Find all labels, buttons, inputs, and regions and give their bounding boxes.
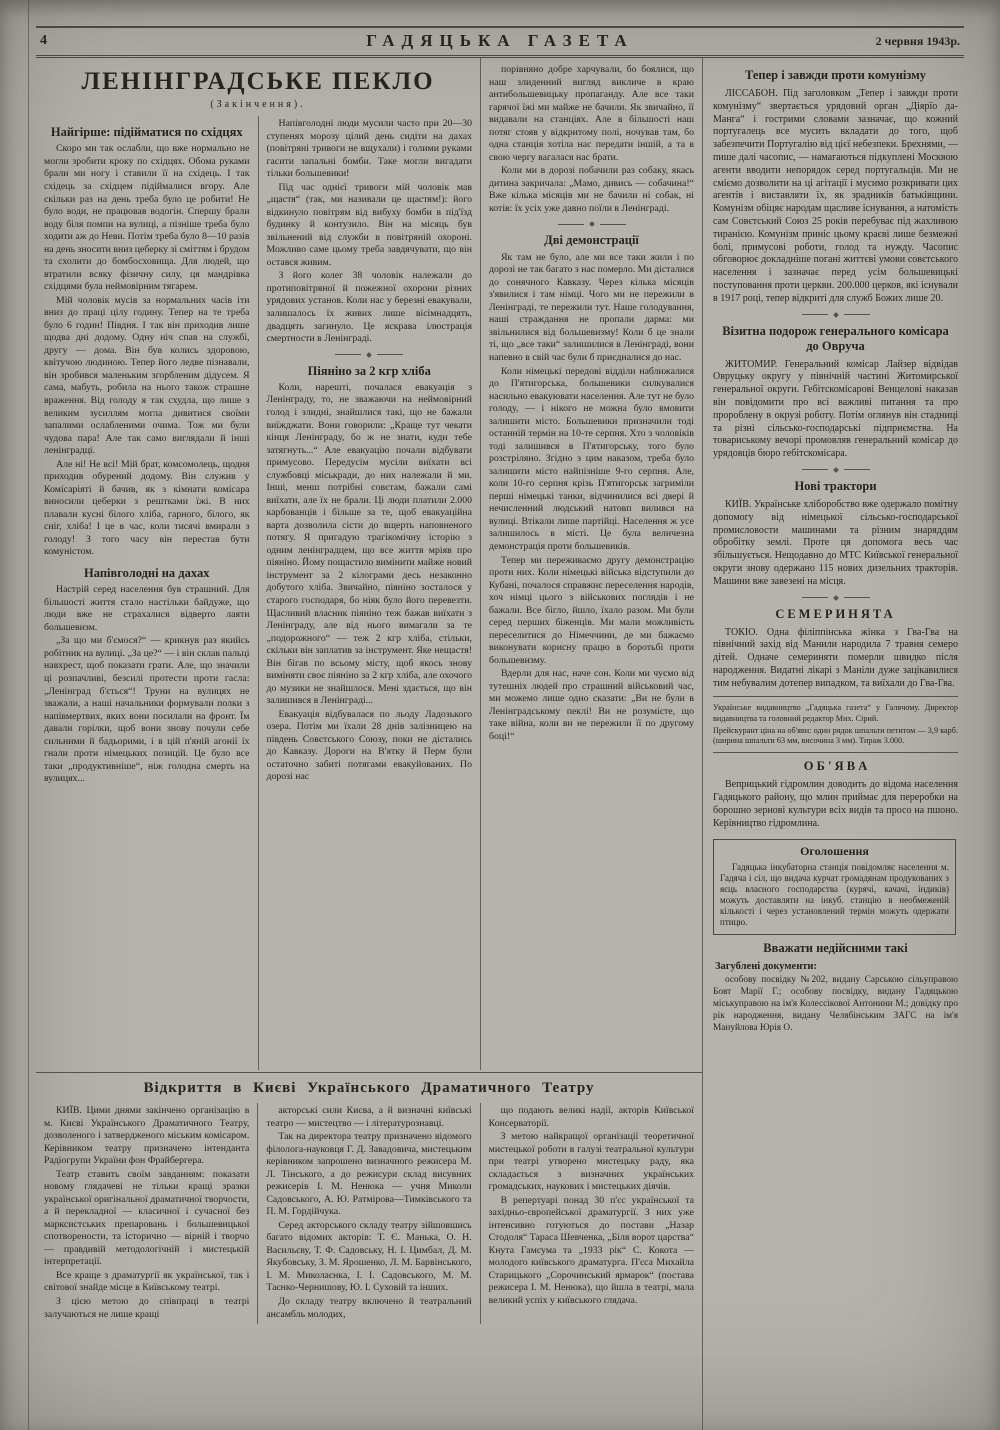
article-text [713, 627, 958, 691]
section-heading-roofs: Напівголодні на дахах [84, 565, 210, 580]
paragraph: КИЇВ. Українське хліборобство вже одержало помітну допомогу від німецької сільсько-господарської промисловости машинами та різним знаряддям обробітку землі. Проте ця допомога весь час збільшується. Нещодавно до МТС Київської генеральної округи знову одержано 115 нових дизельних тракторів. Машини вже завезені на місця. [713, 498, 958, 587]
lost-documents-heading: Вважати недійсними такі [763, 941, 908, 956]
paragraph: акторські сили Києва, а й визначні київські театро — мистецтво — і літературознавці. [266, 1105, 472, 1129]
page-content [0, 58, 1000, 1430]
paragraph: Під час однієї тривоги мій чоловік мав „щастя“ (так, ми називали це щастям!): його відкинуло повітрям від вибуху бомби в під'їзд будинку й контузило. Він на місяць був звільнений від служби в повітряній охороні. Можливо саме цьому треба завдячувати, що він остався живим. [266, 181, 472, 268]
paragraph: ЛІССАБОН. Під заголовком „Тепер і завжди проти комунізму“ звертається урядовий орган „Діярїо да-Манга“ і гострими словами зазначає, що кожний португалець все мусить вкладати до того, щоб забезпечити Португалію від цієї небезпеки. Брехнями, — пише далі часопис, — намагаються підкуплені Москвою агенти вводити непорядок серед португальців. Ми не сміємо дозволити на ці агітації і мусимо розкривати цих агентів і виставляти їх, як зрадників батьківщини. Комунізм обіцяє народам щасливе існування, а натомість сам Совєтський Союз 25 років перебуває під жахливою тиранією. Комунізм приніс цьому краєві лише безмежні болі, примусові роботи, голод та нужду. Часопис обговорює докладніше погані життєві умови совєтського населення і зазначає перед усім большевицькі поступовання проти церкви. 200.000 церков, які існували в 1917 році, тепер відкриті для служб Божих лише 20. [713, 88, 958, 304]
article-text [713, 499, 958, 589]
horizontal-rule [713, 696, 958, 697]
leningrad-header [36, 58, 480, 116]
section-divider [713, 468, 958, 472]
paragraph: З його колег 38 чоловік належали до протиповітряної й пожежної охорони різних урядових установ. Коли нас у березні евакували, залишалось їх живих лише вісімнадцять, двадцять загинуло. Це яскрава ілюстрація смертности в Ленінграді. [266, 270, 472, 345]
boxed-notice-heading: Оголошення [800, 843, 869, 858]
issue-date: 2 червня 1943р. [875, 33, 960, 48]
paragraph: Все краще з драматургії як української, так і світової знайде місце в Київському театрі. [44, 1269, 250, 1294]
paragraph: Коли німецькі передові відділи наближалися до П'ятигорська, большевики силкувалися насильно евакуювати населення. Але тут не було голоду, — і нікого не можна було вмовити залишити місто. Большевики призначили тоді останній термін на 10-те серпня. Хто з чоловіків тоді залишився в П'ятигорську, того було розстріляно. Згідно з цим наказом, треба було залишити місто найпізніше 9-го серпня. Але, коли 10-го серпня крізь П'ятигорськ загриміли перші німецькі танки, відчинилися всі двері й нечисленний людський натовп вилився на вулиці. Втікали лише партійці. Населення ж усе залишилось в місті. Це була величезна демонстрація проти большевиків. [489, 365, 694, 552]
column-1 [36, 116, 258, 1070]
column-4 [702, 58, 960, 1430]
paragraph: Але ні! Не всі! Мій брат, комсомолець, щодня приходив обурений додому. Він служив у Комісаріяті й бачив, як з кімнати комісара виносили цеберки з рештками їжі. В них плавали кусні білого хліба, гарного, білого, як сніг, хліба! І це в час, коли тисячі вмирали з голоду! З того часу він перестав бути комуністом. [44, 458, 250, 558]
page-number: 4 [40, 33, 47, 48]
announcement-mill [713, 759, 958, 830]
section-text [44, 143, 250, 559]
section-text [44, 584, 250, 786]
announcement-text [713, 779, 958, 830]
paragraph: Вдерли для нас, наче сон. Коли ми чуємо від тутешніх людей про страшний військовий час, ми можемо лише одно сказати: „Ви не були в Ленінградському пеклі! Ви не розумієте, що таке війна, коли ви не пережили її по другому боці!“ [489, 668, 694, 742]
boxed-notice-text [720, 862, 949, 928]
section-divider [267, 353, 473, 357]
article-heading: Нові трактори [794, 478, 877, 493]
imprint-line: Українське видавництво „Гадяцька газета“ у Галячому. Директор видавництва та головний редактор Мих. Сірий. [713, 703, 958, 723]
section-divider [713, 596, 958, 600]
article-new-tractors [713, 479, 958, 589]
section-heading-piano: Піяніно за 2 кгр хліба [307, 363, 431, 378]
article-text [713, 88, 958, 306]
theater-column-2 [257, 1103, 479, 1324]
section-text [267, 118, 473, 346]
masthead [36, 26, 964, 58]
theater-headline: Відкриття в Києві Українського Драматичного Театру [143, 1080, 595, 1096]
lost-documents-subheading: Загублені документи: [715, 961, 817, 973]
paragraph: що подають великі надії, акторів Київської Консерваторії. [488, 1105, 694, 1129]
paragraph: порівняно добре харчували, бо боялися, що наш злиденний вигляд викличе в краю антибольшевицьку пропаганду. Але все таки гарячої їжі ми майже не бачили. Як звичайно, її видавали на станціях. Але в більшості наш потяг стояв у відкритому полі, ночував там, бо одна станція хотіла нас передати іншій, а та в свою чергу вагалася нас брати. [489, 64, 694, 163]
paragraph: В репертуарі понад 30 п'єс української та західньо-європейської драматургії. З них уже інтенсивно готуються до постави „Назар Стодоля“ Тараса Шевченка, „Біля ворот царства“ Кнута Гамсума та „1933 рік“ С. Кокота — молодого київського драматурга. П'єса Михайла Старицького „Сорочинський ярмарок“ (постава режисера І. М. Ненюка), що йшла в театрі, мала великий успіх у київського глядача. [488, 1194, 694, 1306]
divider-diamond-icon [833, 467, 839, 473]
paragraph: Напівголодні люди мусили часто при 20—30 ступенях морозу цілий день сидіти на дахах (повітряні тривоги не вщухали) і голими руками гасити запальні бомби. Таке могли вигадати тільки большевики! [266, 118, 472, 180]
article-theater [36, 1072, 702, 1428]
paragraph: ТОКІО. Одна філіппінська жінка з Гва-Гва на північний захід від Манили народила 7 травня семеро дітей. Одначе семериняти померли швидко після народження. Видатні лікарі з Маніли дуже зацікавилися тим небувалим дотепер випадком, та виїхали до Гва-Гва. [713, 626, 958, 689]
divider-diamond-icon [833, 312, 839, 318]
left-zone [36, 58, 702, 1430]
lost-documents-notice [713, 941, 958, 1034]
paragraph: Серед акторського складу театру зійшовшись багато відомих акторів: Т. Є. Манька, О. Н. Васильєву, Т. Ф. Садовську, Н. І. Цимбал, Д. М. Якубовську, З. М. Ярошенко, Л. М. Барвінського, І. М. Миколаєнка, І. І. Садовського, М. М. Таєнко-Чернишову, Ю. І. Суховій та інших. [266, 1219, 472, 1294]
paragraph: Коли, нарешті, почалася евакуація з Ленінграду, то, не зважаючи на неймовірний голод і злидні, знайшлися такі, що не бажали виїжджати. Вони говорили: „Краще тут чекати кінця Ленінграду, бо ж не знати, куди тебе затягнуть...“ Але евакуацію почали відбувати примусово. Передусім мусіли виїхати всі службовці міськради, до них належали й ми. Інші, менш потрібні совєтам, бажали самі виїхати, але їх не брали. Ці люди платили 2.000 карбованців і більше за те, щоб евакуаційна варта дозволила сісти до вщерть наповненого потягу. Я пригадую трагікомічну історію з одним ленінградцем, що все життя мріяв про піяніно. Йому пощастило вимінити майже новий інструмент за 2 кілограми десь незаконно добутого хліба. Звичайно, піяніно зосталося у старого господаря, бо ніяк було його перевезти. Щасливий власник піяніно теж бажав виїхати з Ленінграду, але від нього вимагали за те „подорожного“ — теж 2 кгр хліба, стільки, скільки він заплатив за інструмент. Яке нещастя! Він бігав по всьому місту, щоб якось знову виміняти своє піяніно за 2 кгр хліба, але охочого до музики не знайшлося. Мені здається, що він залишився в Ленінграді... [266, 381, 472, 707]
article-subtitle: (Закінчення). [210, 99, 306, 110]
theater-column-3 [480, 1103, 702, 1324]
newspaper-title: ГАДЯЦЬКА ГАЗЕТА [366, 31, 634, 50]
article-commissar-visit [713, 324, 958, 461]
imprint-line: Прейскурант ціна на об'яви: один рядок шпальти петитом — 3,9 карб. (ширина шпальти 63 мм, височина 3 мм). Тираж 3.000. [713, 725, 958, 746]
theater-columns [36, 1103, 702, 1324]
publisher-imprint [713, 703, 958, 746]
column-3 [480, 58, 702, 1070]
paragraph: Так на директора театру призначено відомого філолога-науковця Г. Д. Завадовича, мистецьким керівником запрошено визначного режисера М. Л. Тінського, а до режисури склад висувних режисерів І. М. Ненюка — учня Миколи Садовського, А. Ю. Ратмірова—Тимківського та П. М. Гордійчука. [266, 1131, 472, 1218]
paragraph: Тепер ми переживаємо другу демонстрацію проти них. Коли німецькі війська відступили до Кубані, почалося справжнє переселення народів, хоч німці цього з військових поглядів і не бажали. Все бігло, йшло, їхало разом. Ми були серед перших біженців. Ми мали можливість переселитися до Німеччини, де ми бажаємо виконувати корисну працю в боротьбі проти большевизму. [489, 554, 694, 666]
column-2 [258, 116, 481, 1070]
section-divider [489, 222, 694, 226]
paragraph: Веприцький гідромлин доводить до відома населення Гадяцького району, що млин приймає для переробки на борошно зернові культури всіх видів та просо на пшоно. Керівництво гідромлина. [713, 779, 958, 829]
leningrad-two-columns [36, 116, 480, 1070]
paragraph: Коли ми в дорозі побачили раз собаку, якась дитина закричала: „Мамо, дивись — собачина!“ Вже кілька місяців ми не бачили ні собак, ні котів: їх усіх уже давно поїли в Ленінграді. [489, 165, 694, 214]
paragraph: Театр ставить своїм завданням: показати новому глядачеві не тільки кращі зразки української оригінальної драматичної творчости, а й перекладної — класичної і сучасної без марксистських препаровань і большевицької спотворености, та історично — вірній і творчо — правдивій методологічній і мистецькій інтерпретації. [44, 1168, 250, 1268]
paragraph: „За що ми б'ємося?“ — крикнув раз якийсь робітник на вулиці. „За це?“ — і він склав пальці навхрест, щоб показати грати. Але, що значили ці розпачливі, безсилі протести проти гасла: „Ленінград б'ється“! Труни на вулицях не зважали, а наші начальники формували полки з напівмертвих, яких вони посилали на фронт. Їм давали горілки, щоб вони знову почули себе сильними й бадьорими, і в цій п'яній агонії їх гнали проти німецьких позицій. Це було все таки „продуктивніше“, ніж голодна смерть на вулицях... [44, 635, 250, 785]
paragraph: З метою найкращої організації теоретичної мистецької роботи в галузі театральної культури при театрі утворено мистецьку раду, яка складається з визначних українських громадських, наукових і мистецьких діячів. [488, 1131, 694, 1193]
article-heading: Візитна подорож генерального комісара до Овруча [722, 323, 949, 353]
announcement-heading: О Б ' Я В А [803, 759, 868, 774]
theater-column-1 [36, 1103, 257, 1324]
article-septuplets [713, 607, 958, 691]
section-text [267, 382, 473, 784]
paragraph: Мій чоловік мусів за нормальних часів іти вниз до праці цілу годину. Тепер на те треба було 6 годин! Півдня. І так він приходив лише щодва дні додому. Одну ніч спав на службі, другу — дома. Він був колись здоровою, квітучою людиною. Тепер його ледве пізнавали, він зробився маленьким згорбленим дідусем. Я сама, мабуть, робила на нього також страшне враження. Від голоду я так схудла, що лише з великим зусиллям могла дивитися своїми запалими ослабленими очима. Тож ми були чудова пара! Але так само виглядали й інші ленінградці. [44, 294, 250, 457]
paragraph: Евакуація відбувалася по льоду Ладозького озера. Потім ми їхали 28 днів залізницею на південь Совєтського Союзу, поки не дістались до Кавказу. Дороги на В'ятку й Перм були остаточно забиті потягами евакуйованих. По дорозі нас [266, 708, 472, 783]
horizontal-rule [713, 752, 958, 753]
paragraph: особову посвідку №202, видану Сарською сільуправою Бовт Марії Г.; особову посвідку, видану Гадяцькою міськуправою на ім'я Колессікової Антонини М.; довідку про рік народження, видану Челябінським ЗАГС на ім'я Мануйлова Юрія О. [713, 975, 958, 1034]
paragraph: Як там не було, але ми все таки жили і по дорозі не так багато з нас померло. Ми дісталися до сонячного Кавказу. Через кілька місяців з'явилися і там німці. Чого ми не пережили в Ленінграді, те пережили тут. Наше голодування, наші страждання не пропали дарма: ми звільнилися від большевизму! Коли б це знали ті, що „все таки“ залишилися в Ленінграді, вони напевно в свій час були б приєдналися до нас. [489, 251, 694, 363]
article-heading: СЕМЕРИНЯТА [775, 606, 896, 621]
divider-diamond-icon [366, 352, 372, 358]
boxed-notice-incubator [713, 839, 956, 936]
lost-documents-text [713, 975, 958, 1034]
leningrad-columns-1-2 [36, 58, 480, 1070]
paragraph: Настрій серед населення був страшний. Для більшості життя стало настільки байдуже, що люди вже не страхалися відверто лаяти большевизм. [44, 584, 250, 633]
paragraph: Скоро ми так ослабли, що вже нормально не могли зробити кроку по східцях. Обома руками брали ми ногу і ставили її на східець. І так східець за східцем підіймалися вгору. Але скільки раз на день треба було це робити! Не було води, не працював водогін. Спершу брали воду біля помпи на вулиці, а пізніше треба було ходити аж до Неви. Потім треба було 8—10 разів на день зносити вниз цеберку зі сміттям і брудом та схолити до бомбосховища. Для людей, що втратили всяку фізичну силу, ця мандрівка східцями була неймовірним тягарем. [44, 143, 250, 293]
paragraph: З цією метою до співпраці в театрі залучаються не лише кращі [44, 1295, 250, 1320]
divider-diamond-icon [589, 222, 595, 228]
section-heading-stairs: Найгірше: підійматися по східцях [50, 125, 243, 139]
paragraph: КИЇВ. Цими днями закінчено організацію в м. Києві Українського Драматичного Театру, дозволеного і затвердженого міським комісаром. Керівником театру призначено інтенданта Радіогрупи України фон Фрайбергера. [44, 1105, 250, 1167]
section-text [489, 252, 694, 744]
article-text [713, 359, 958, 461]
section-text [489, 64, 694, 215]
article-against-communism [713, 68, 958, 306]
paragraph: ЖИТОМИР. Генеральний комісар Лайзер відвідав Овруцьку округу у північній частині Житомирської генеральної округи. Гебітскомісарові Венцелові наказав він повідомити про всі важливі питання та про пророблену в окрузі роботу. Потім оглянув він стадниці та різні сільсько-господарські підприємства. На товариському вечорі промовляв генеральний комісар до урядовців бюро гебітскомісара. [713, 358, 958, 460]
article-heading: Тепер і завжди проти комунізму [744, 68, 927, 82]
section-heading-demonstrations: Дві демонстрації [544, 233, 639, 248]
paragraph: Гадяцька інкубаторна станція повідомляє населення м. Гадяча і сіл, що видача курчат громадянам продукованих з яєць власного господарства (курячі, качачі, індиків) можуть доставляти на інкуб. станцію в необмеженій кількості і через установлений термін можуть одержати птицю. [720, 861, 949, 927]
divider-diamond-icon [833, 595, 839, 601]
paragraph: До складу театру включено й театральний ансамбль молодих, [266, 1295, 472, 1320]
article-headline: ЛЕНІНГРАДСЬКЕ ПЕКЛО [81, 68, 435, 95]
article-leningrad [36, 58, 702, 1070]
section-divider [713, 313, 958, 317]
